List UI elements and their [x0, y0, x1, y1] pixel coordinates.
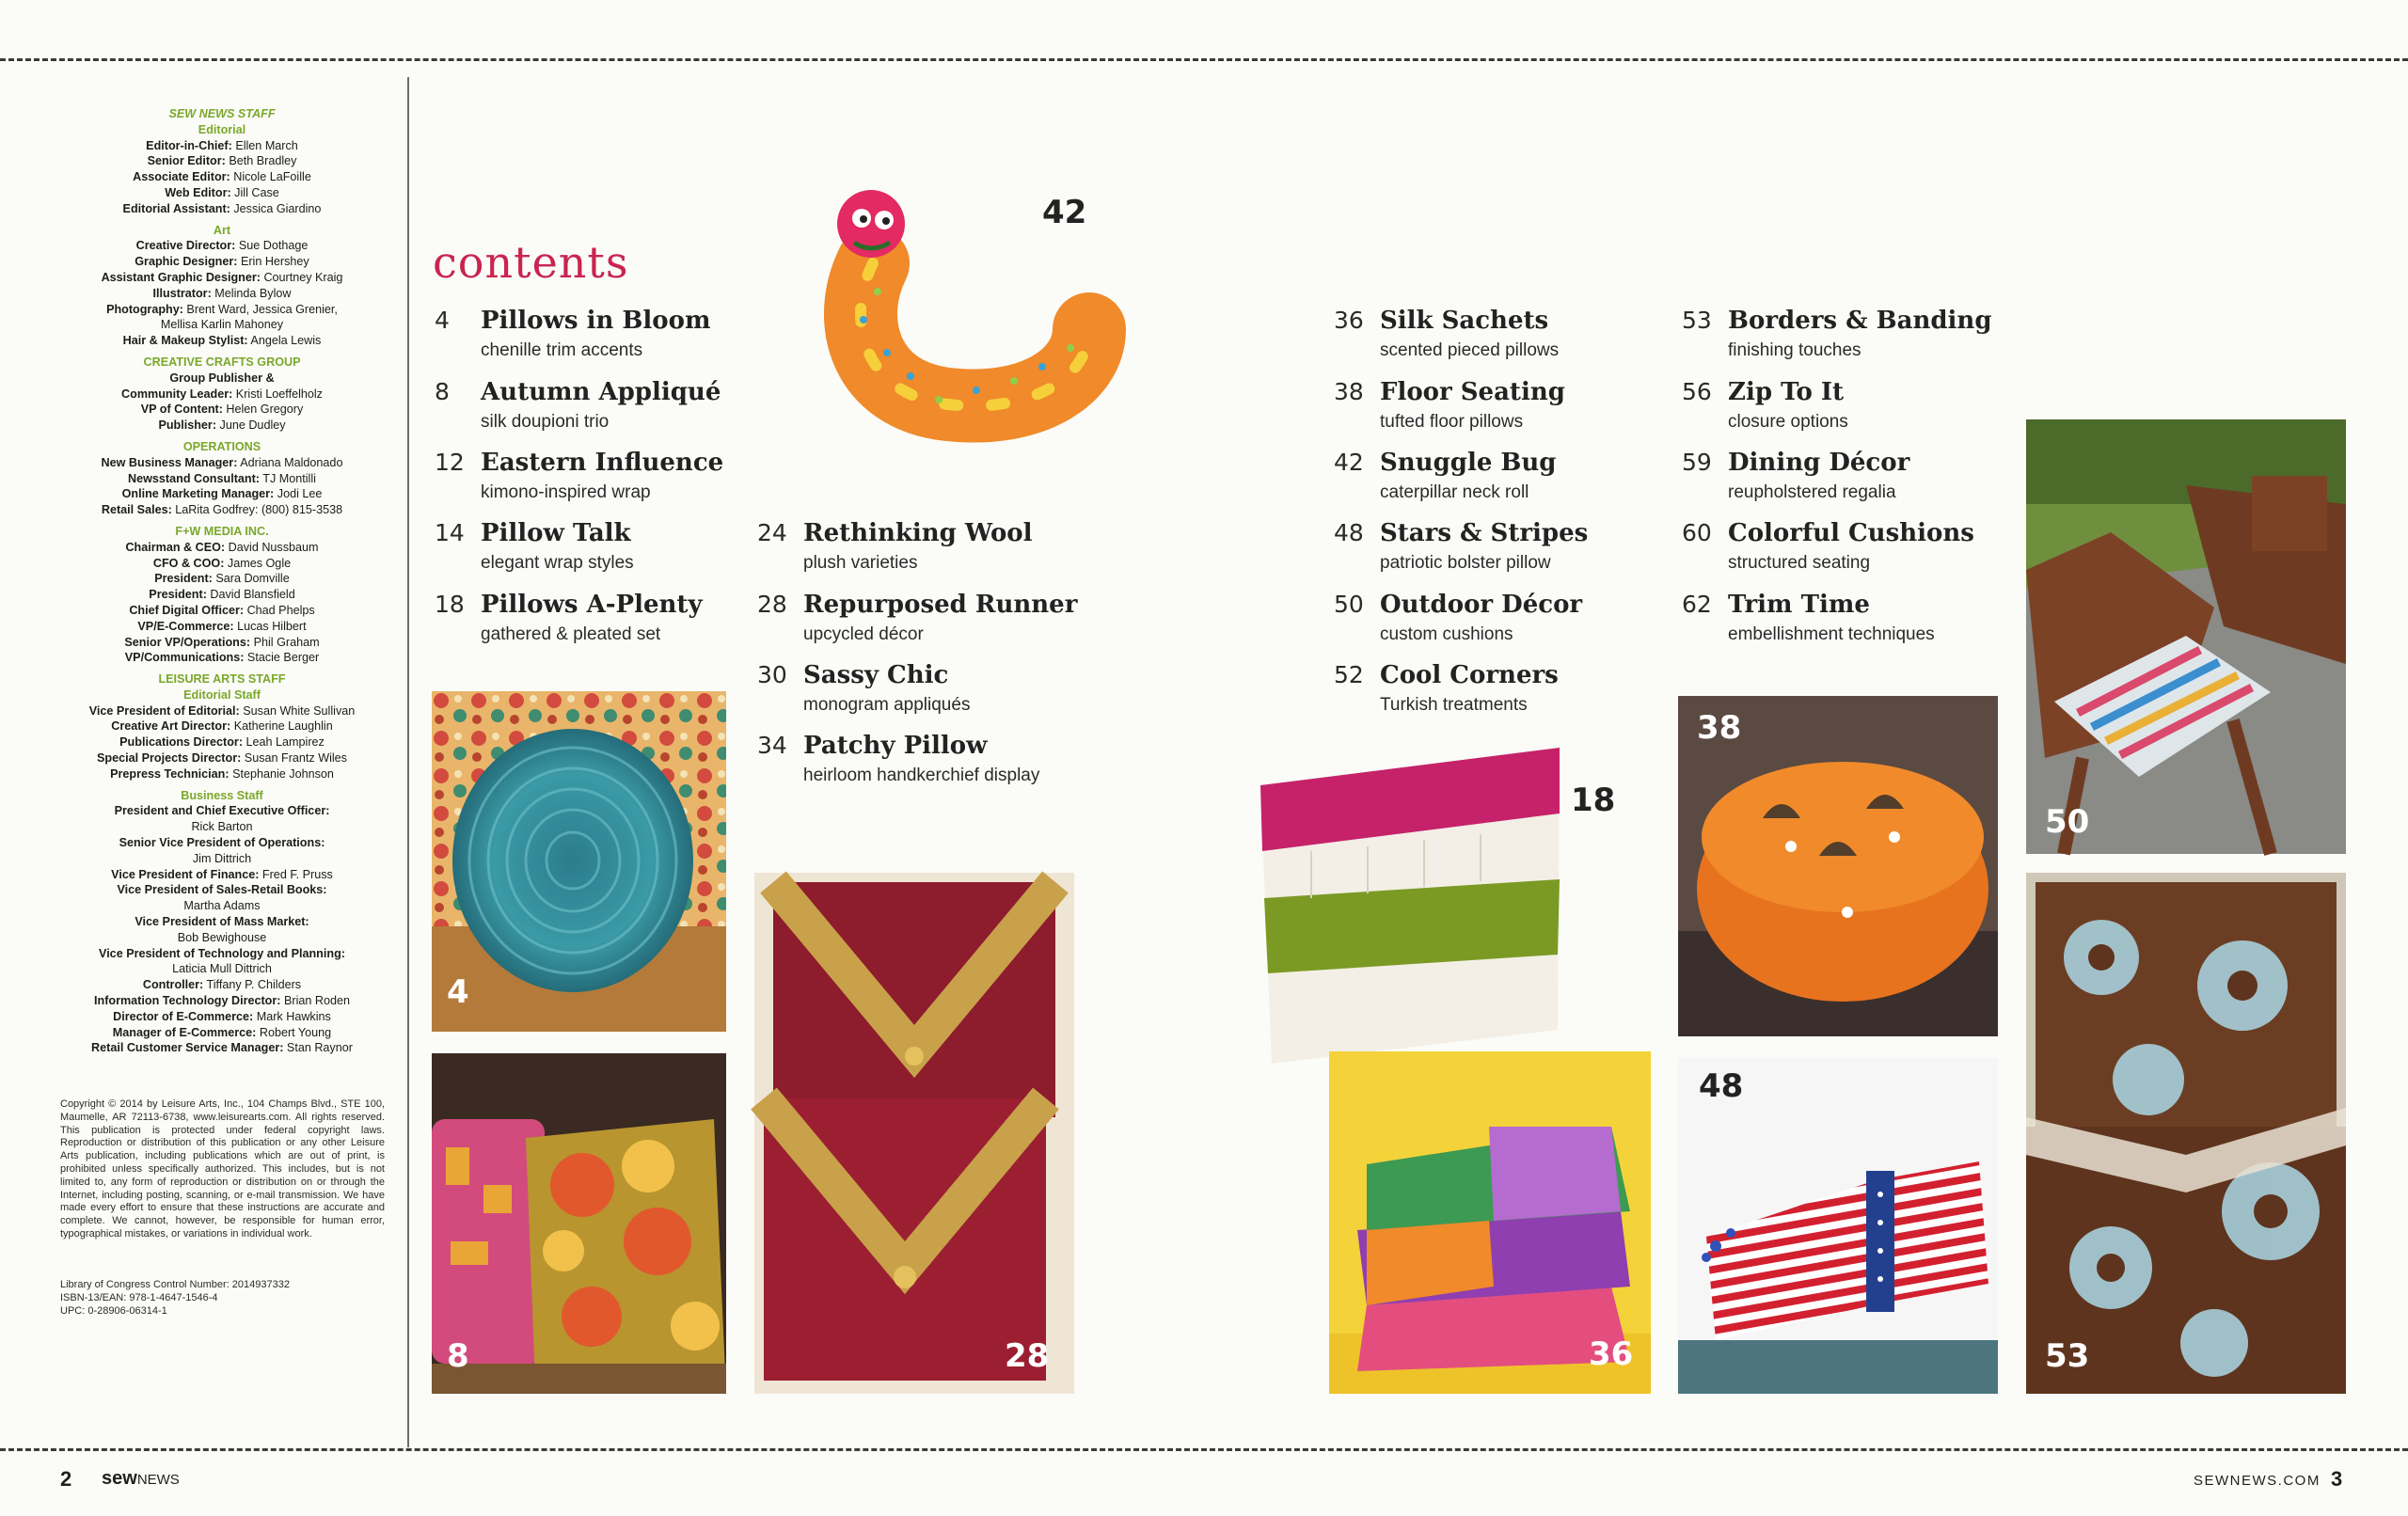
staff-name: Stacie Berger — [246, 651, 320, 665]
staff-name: Adriana Maldonado — [240, 455, 343, 469]
staff-role: President: — [154, 572, 213, 586]
toc-title: Rethinking Wool — [803, 519, 1033, 547]
staff-name: Sue Dothage — [238, 239, 309, 253]
leisure-editorial-heading: Editorial Staff — [183, 687, 261, 702]
staff-name: Jodi Lee — [277, 487, 323, 501]
toc-description: kimono-inspired wrap — [481, 482, 651, 502]
staff-line — [47, 882, 397, 898]
toc-description: embellishment techniques — [1728, 624, 1935, 644]
staff-role: Senior VP/Operations: — [124, 635, 251, 649]
staff-role: Vice President of Mass Market: — [135, 915, 309, 929]
toc-page-number: 50 — [1334, 591, 1364, 618]
toc-page-number: 28 — [757, 591, 787, 618]
photo-autumn-applique — [432, 1053, 726, 1394]
staff-role: CFO & COO: — [152, 556, 225, 570]
photo-page-number: 28 — [1005, 1337, 1050, 1375]
staff-line — [47, 803, 397, 819]
bottom-dashed-rule — [0, 1448, 2408, 1451]
toc-page-number: 4 — [435, 307, 450, 334]
fw-media-heading: F+W MEDIA INC. — [175, 524, 269, 538]
operations-heading: OPERATIONS — [182, 439, 261, 453]
staff-name: Robert Young — [259, 1025, 332, 1039]
toc-description: silk doupioni trio — [481, 412, 610, 432]
copyright-notice: Copyright © 2014 by Leisure Arts, Inc., 104 Champs Blvd., STE 100, Maumelle, AR 72113-6738, www.leisurearts.com. All rights reserved. This publication is protected under federal copyright laws. Reproduction or distribution of this publication or any other Leisure Arts publication, including publications which are out of print, is prohibited unless specifically authorized. This includes, but is not limited to, any form of reproduction or distribution on or through the Internet, including posting, scanning, or e-mail transmission. We have made every effort to ensure that these instructions are accurate and complete. We cannot, however, be responsible for human error, typographical mistakes, or variations in individual work. — [60, 1098, 385, 1240]
staff-line — [47, 571, 397, 587]
toc-title: Eastern Influence — [481, 449, 724, 477]
staff-role: Newsstand Consultant: — [128, 471, 260, 485]
library-line: UPC: 0-28906-06314-1 — [60, 1304, 167, 1317]
toc-description: Turkish treatments — [1380, 695, 1528, 715]
staff-role: President and Chief Executive Officer: — [114, 804, 330, 818]
masthead — [47, 106, 397, 1056]
staff-line — [47, 471, 397, 487]
staff-name: Mellisa Karlin Mahoney — [160, 318, 284, 332]
staff-line — [47, 993, 397, 1009]
staff-name: Jim Dittrich — [192, 851, 252, 865]
staff-name: Martha Adams — [183, 899, 261, 913]
staff-role: Prepress Technician: — [110, 766, 230, 781]
staff-name: Phil Graham — [253, 635, 320, 649]
staff-line — [47, 169, 397, 185]
toc-title: Sassy Chic — [803, 661, 949, 689]
staff-role: Senior Editor: — [147, 154, 226, 168]
staff-role: Information Technology Director: — [94, 994, 281, 1008]
staff-line — [47, 1040, 397, 1056]
toc-page-number: 30 — [757, 661, 787, 688]
toc-page-number: 42 — [1334, 449, 1364, 476]
toc-title: Silk Sachets — [1380, 307, 1549, 335]
staff-name: Melinda Bylow — [214, 286, 292, 300]
toc-description: elegant wrap styles — [481, 553, 634, 573]
staff-name: James Ogle — [227, 556, 292, 570]
toc-title: Colorful Cushions — [1728, 519, 1974, 547]
website: SEWNEWS.COM — [2194, 1473, 2321, 1489]
photo-page-number: 42 — [1042, 194, 1087, 231]
staff-line — [47, 138, 397, 154]
toc-title: Outdoor Décor — [1380, 591, 1583, 619]
staff-name: Lucas Hilbert — [237, 619, 307, 633]
staff-role: Vice President of Finance: — [111, 867, 260, 881]
staff-role: Graphic Designer: — [135, 255, 238, 269]
staff-line — [47, 418, 397, 434]
toc-page-number: 60 — [1682, 519, 1712, 546]
staff-name: David Nussbaum — [228, 540, 319, 554]
staff-line — [47, 961, 397, 977]
staff-role: Hair & Makeup Stylist: — [122, 334, 248, 348]
photo-pillows-in-bloom — [432, 691, 726, 1032]
staff-name: Stan Raynor — [286, 1041, 353, 1055]
staff-line — [47, 286, 397, 302]
photo-page-number: 18 — [1571, 782, 1616, 819]
library-info — [60, 1279, 385, 1318]
photo-page-number: 8 — [447, 1337, 469, 1375]
staff-role: Web Editor: — [165, 185, 231, 199]
staff-line — [47, 185, 397, 201]
staff-role: VP of Content: — [140, 403, 223, 417]
staff-name: Jessica Giardino — [233, 201, 322, 215]
staff-line — [47, 587, 397, 603]
contents-heading: contents — [433, 237, 629, 288]
toc-page-number: 52 — [1334, 661, 1364, 688]
photo-page-number: 50 — [2045, 803, 2090, 841]
toc-description: tufted floor pillows — [1380, 412, 1524, 432]
staff-role: Director of E-Commerce: — [113, 1009, 254, 1023]
staff-line — [47, 946, 397, 962]
staff-role: Online Marketing Manager: — [121, 487, 275, 501]
toc-page-number: 53 — [1682, 307, 1712, 334]
toc-page-number: 59 — [1682, 449, 1712, 476]
photo-page-number: 48 — [1699, 1067, 1744, 1105]
staff-line — [47, 387, 397, 403]
staff-line — [47, 556, 397, 572]
staff-line — [47, 619, 397, 635]
staff-role: Publisher: — [158, 418, 217, 433]
staff-line — [47, 603, 397, 619]
staff-line — [47, 977, 397, 993]
staff-name: Helen Gregory — [226, 403, 304, 417]
staff-line — [47, 898, 397, 914]
editorial-heading: Editorial — [198, 122, 246, 136]
staff-line — [47, 930, 397, 946]
staff-role: Vice President of Technology and Planning: — [99, 946, 345, 960]
toc-page-number: 62 — [1682, 591, 1712, 618]
photo-page-number: 38 — [1697, 709, 1742, 747]
staff-name: Mark Hawkins — [256, 1009, 331, 1023]
toc-description: monogram appliqués — [803, 695, 971, 715]
staff-line — [47, 914, 397, 930]
staff-line — [47, 201, 397, 217]
toc-description: structured seating — [1728, 553, 1871, 573]
staff-line — [47, 502, 397, 518]
staff-name: Nicole LaFoille — [233, 170, 311, 184]
art-heading: Art — [213, 223, 231, 237]
staff-name: Brian Roden — [283, 994, 350, 1008]
toc-description: patriotic bolster pillow — [1380, 553, 1551, 573]
brand-logo — [102, 1468, 180, 1490]
staff-line — [47, 302, 397, 318]
toc-title: Pillow Talk — [481, 519, 631, 547]
toc-title: Pillows A-Plenty — [481, 591, 703, 619]
photo-floor-seating — [1678, 696, 1998, 1036]
staff-line — [47, 867, 397, 883]
staff-line — [47, 703, 397, 719]
staff-line — [47, 486, 397, 502]
staff-line — [47, 766, 397, 782]
staff-role: Illustrator: — [152, 286, 212, 300]
top-dashed-rule — [0, 58, 2408, 61]
staff-line — [47, 750, 397, 766]
staff-name: Fred F. Pruss — [261, 867, 333, 881]
staff-role: VP/E-Commerce: — [137, 619, 234, 633]
toc-title: Patchy Pillow — [803, 732, 988, 760]
staff-role: Creative Director: — [135, 239, 236, 253]
staff-name: TJ Montilli — [262, 471, 316, 485]
toc-description: gathered & pleated set — [481, 624, 661, 644]
toc-title: Zip To It — [1728, 378, 1845, 406]
column-divider — [407, 77, 409, 1447]
photo-cool-corners — [2026, 873, 2346, 1394]
toc-page-number: 48 — [1334, 519, 1364, 546]
toc-title: Trim Time — [1728, 591, 1870, 619]
toc-description: custom cushions — [1380, 624, 1513, 644]
photo-page-number: 36 — [1589, 1335, 1634, 1373]
staff-role: Editor-in-Chief: — [146, 138, 232, 152]
toc-page-number: 14 — [435, 519, 465, 546]
toc-page-number: 18 — [435, 591, 465, 618]
staff-name: Angela Lewis — [250, 334, 322, 348]
photo-snuggle-bug — [807, 188, 1117, 433]
staff-role: Special Projects Director: — [97, 751, 242, 766]
staff-line — [47, 650, 397, 666]
toc-description: finishing touches — [1728, 340, 1861, 360]
staff-role: Editorial Assistant: — [122, 201, 230, 215]
brand-news: NEWS — [136, 1472, 180, 1488]
toc-description: chenille trim accents — [481, 340, 643, 360]
staff-name: Stephanie Johnson — [232, 766, 334, 781]
toc-description: plush varieties — [803, 553, 918, 573]
staff-role: Assistant Graphic Designer: — [101, 270, 261, 284]
toc-title: Dining Décor — [1728, 449, 1910, 477]
toc-page-number: 8 — [435, 378, 450, 405]
staff-name: Susan White Sullivan — [243, 703, 356, 718]
photo-page-number: 4 — [447, 973, 469, 1011]
toc-title: Cool Corners — [1380, 661, 1559, 689]
staff-role: President: — [149, 588, 207, 602]
staff-role: VP/Communications: — [124, 651, 245, 665]
toc-title: Stars & Stripes — [1380, 519, 1589, 547]
staff-line — [47, 455, 397, 471]
toc-page-number: 56 — [1682, 378, 1712, 405]
photo-outdoor-decor — [2026, 419, 2346, 854]
staff-name: Sara Domville — [215, 572, 290, 586]
staff-heading: SEW NEWS STAFF — [168, 107, 276, 120]
staff-line — [47, 270, 397, 286]
right-page-number: 3 — [2331, 1467, 2343, 1491]
staff-line — [47, 819, 397, 835]
staff-line — [47, 1025, 397, 1041]
staff-name: LaRita Godfrey: (800) 815-3538 — [175, 503, 343, 517]
toc-page-number: 38 — [1334, 378, 1364, 405]
toc-page-number: 34 — [757, 732, 787, 759]
staff-line — [47, 402, 397, 418]
photo-silk-sachets — [1329, 1051, 1651, 1394]
staff-line — [47, 317, 397, 333]
photo-stars-and-stripes — [1678, 1058, 1998, 1394]
staff-role: Publications Director: — [119, 735, 244, 750]
staff-name: June Dudley — [219, 418, 286, 433]
staff-role: Senior Vice President of Operations: — [119, 836, 325, 850]
staff-name: Courtney Kraig — [263, 270, 343, 284]
staff-line — [47, 719, 397, 734]
photo-repurposed-runner — [754, 873, 1074, 1394]
toc-title: Pillows in Bloom — [481, 307, 711, 335]
staff-role: Creative Art Director: — [111, 719, 231, 734]
staff-name: Leah Lampirez — [246, 735, 325, 750]
photo-page-number: 53 — [2045, 1337, 2090, 1375]
staff-line — [47, 851, 397, 867]
staff-line — [47, 1009, 397, 1025]
left-page-number: 2 — [60, 1467, 72, 1491]
staff-role: Retail Customer Service Manager: — [91, 1041, 284, 1055]
staff-line — [47, 333, 397, 349]
toc-page-number: 24 — [757, 519, 787, 546]
photo-pillows-a-plenty — [1255, 748, 1616, 1067]
staff-role: Chief Digital Officer: — [129, 603, 245, 617]
toc-page-number: 36 — [1334, 307, 1364, 334]
staff-line — [47, 734, 397, 750]
staff-role: Photography: — [106, 302, 183, 316]
toc-title: Borders & Banding — [1728, 307, 1992, 335]
library-line: Library of Congress Control Number: 2014937332 — [60, 1279, 290, 1290]
staff-name: Susan Frantz Wiles — [244, 751, 347, 766]
toc-description: heirloom handkerchief display — [803, 766, 1040, 785]
leisure-arts-heading: LEISURE ARTS STAFF — [158, 672, 286, 687]
staff-role: Manager of E-Commerce: — [112, 1025, 257, 1039]
staff-line — [47, 635, 397, 651]
toc-title: Autumn Appliqué — [481, 378, 721, 406]
staff-role: Controller: — [142, 978, 204, 992]
toc-page-number: 12 — [435, 449, 465, 476]
staff-role: Vice President of Editorial: — [88, 703, 240, 718]
staff-name: Tiffany P. Childers — [206, 978, 302, 992]
staff-name: Rick Barton — [191, 820, 253, 834]
toc-title: Snuggle Bug — [1380, 449, 1557, 477]
staff-line — [47, 540, 397, 556]
staff-name: Jill Case — [234, 185, 279, 199]
staff-line — [47, 835, 397, 851]
toc-description: scented pieced pillows — [1380, 340, 1560, 360]
staff-name: David Blansfield — [210, 588, 295, 602]
staff-name: Ellen March — [235, 138, 298, 152]
staff-name: Beth Bradley — [229, 154, 297, 168]
toc-description: reupholstered regalia — [1728, 482, 1896, 502]
staff-name: Katherine Laughlin — [233, 719, 333, 734]
toc-title: Floor Seating — [1380, 378, 1565, 406]
brand-sew: sew — [102, 1468, 137, 1489]
staff-line — [47, 371, 397, 387]
staff-role: Community Leader: — [121, 387, 233, 401]
toc-description: closure options — [1728, 412, 1848, 432]
staff-line — [47, 254, 397, 270]
staff-role: New Business Manager: — [101, 455, 238, 469]
staff-line — [47, 153, 397, 169]
business-staff-heading: Business Staff — [181, 788, 263, 802]
staff-role: Retail Sales: — [101, 503, 172, 517]
staff-name: Laticia Mull Dittrich — [172, 962, 272, 976]
staff-role: Group Publisher & — [169, 371, 275, 385]
staff-name: Brent Ward, Jessica Grenier, — [186, 302, 338, 316]
staff-role: Chairman & CEO: — [125, 540, 226, 554]
staff-name: Chad Phelps — [246, 603, 315, 617]
toc-title: Repurposed Runner — [803, 591, 1078, 619]
staff-name: Bob Bewighouse — [177, 930, 267, 944]
library-line: ISBN-13/EAN: 978-1-4647-1546-4 — [60, 1291, 218, 1303]
staff-role: Vice President of Sales-Retail Books: — [117, 883, 327, 897]
staff-line — [47, 238, 397, 254]
staff-name: Erin Hershey — [240, 255, 309, 269]
staff-name: Kristi Loeffelholz — [235, 387, 323, 401]
toc-description: caterpillar neck roll — [1380, 482, 1529, 502]
staff-role: Associate Editor: — [133, 170, 230, 184]
creative-crafts-heading: CREATIVE CRAFTS GROUP — [143, 355, 301, 369]
toc-description: upcycled décor — [803, 624, 924, 644]
